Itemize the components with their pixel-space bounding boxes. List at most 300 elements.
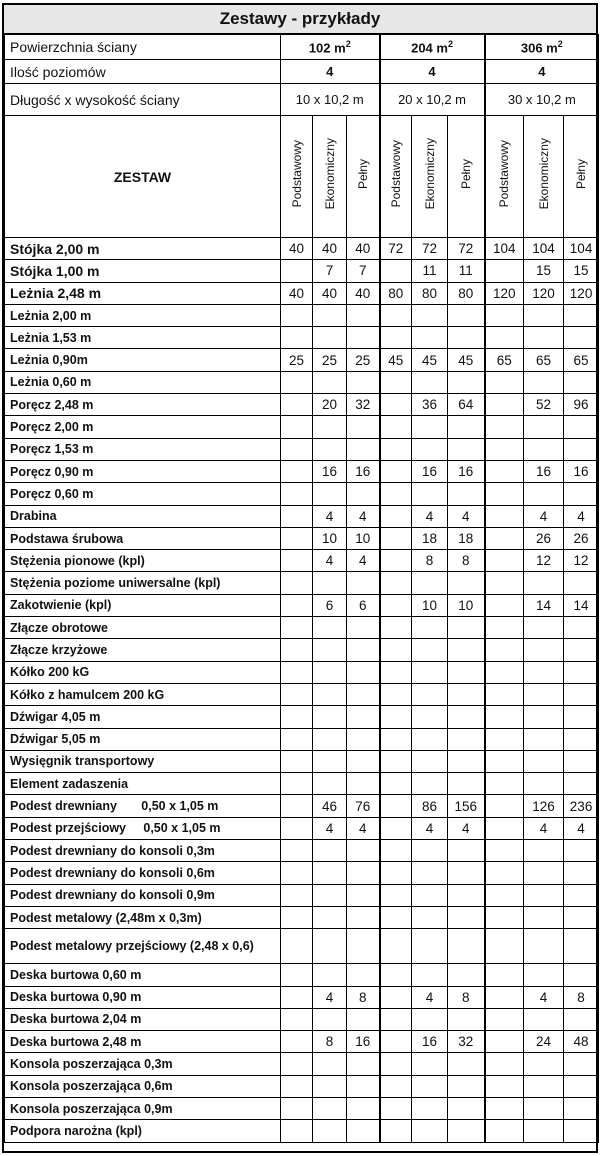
sets-table-sheet bbox=[2, 3, 598, 1153]
quantity-cell bbox=[281, 394, 313, 416]
quantity-cell bbox=[564, 929, 599, 964]
levels-group-1: 4 bbox=[281, 60, 380, 84]
quantity-cell bbox=[313, 416, 347, 438]
table-row bbox=[5, 986, 599, 1008]
variant-basic-1: Podstawowy bbox=[281, 116, 313, 238]
quantity-cell bbox=[380, 505, 412, 527]
row-label: Podstawa śrubowa bbox=[5, 527, 281, 549]
quantity-cell bbox=[313, 483, 347, 505]
row-label: Podest drewniany do konsoli 0,3m bbox=[5, 840, 281, 862]
quantity-cell bbox=[281, 773, 313, 795]
quantity-cell: 14 bbox=[524, 594, 564, 616]
table-row bbox=[5, 1075, 599, 1097]
quantity-cell bbox=[448, 639, 485, 661]
quantity-cell bbox=[524, 483, 564, 505]
quantity-cell bbox=[347, 773, 380, 795]
quantity-cell: 80 bbox=[380, 282, 412, 304]
quantity-cell bbox=[281, 505, 313, 527]
quantity-cell bbox=[281, 639, 313, 661]
quantity-cell: 104 bbox=[524, 238, 564, 260]
quantity-cell bbox=[281, 817, 313, 839]
quantity-cell bbox=[412, 773, 448, 795]
table-row bbox=[5, 929, 599, 964]
table-row bbox=[5, 505, 599, 527]
quantity-cell: 8 bbox=[448, 986, 485, 1008]
row-label: Stężenia poziome uniwersalne (kpl) bbox=[5, 572, 281, 594]
quantity-cell bbox=[448, 1097, 485, 1119]
dims-group-2: 20 x 10,2 m bbox=[380, 84, 485, 116]
quantity-cell bbox=[412, 371, 448, 393]
quantity-cell bbox=[564, 750, 599, 772]
row-label: Stójka 2,00 m bbox=[5, 238, 281, 260]
quantity-cell bbox=[313, 1120, 347, 1142]
quantity-cell bbox=[347, 884, 380, 906]
quantity-cell bbox=[524, 929, 564, 964]
quantity-cell bbox=[412, 750, 448, 772]
quantity-cell bbox=[281, 460, 313, 482]
quantity-cell: 45 bbox=[412, 349, 448, 371]
quantity-cell bbox=[485, 371, 524, 393]
quantity-cell bbox=[347, 1008, 380, 1030]
quantity-cell bbox=[485, 483, 524, 505]
quantity-cell: 10 bbox=[347, 527, 380, 549]
quantity-cell bbox=[380, 260, 412, 282]
row-label: Podest drewniany do konsoli 0,6m bbox=[5, 862, 281, 884]
quantity-cell bbox=[448, 840, 485, 862]
quantity-cell: 16 bbox=[412, 460, 448, 482]
quantity-cell bbox=[281, 929, 313, 964]
quantity-cell bbox=[448, 1008, 485, 1030]
quantity-cell bbox=[380, 661, 412, 683]
quantity-cell bbox=[347, 1053, 380, 1075]
row-label: Leżnia 2,48 m bbox=[5, 282, 281, 304]
quantity-cell: 80 bbox=[412, 282, 448, 304]
table-row bbox=[5, 438, 599, 460]
quantity-cell: 40 bbox=[313, 282, 347, 304]
table-row bbox=[5, 617, 599, 639]
dims-label: Długość x wysokość ściany bbox=[5, 84, 281, 116]
quantity-cell bbox=[412, 483, 448, 505]
quantity-cell: 120 bbox=[485, 282, 524, 304]
quantity-cell: 72 bbox=[380, 238, 412, 260]
quantity-cell bbox=[412, 884, 448, 906]
quantity-cell bbox=[564, 1053, 599, 1075]
quantity-cell bbox=[448, 416, 485, 438]
quantity-cell: 65 bbox=[524, 349, 564, 371]
quantity-cell: 4 bbox=[564, 817, 599, 839]
row-label: Kółko z hamulcem 200 kG bbox=[5, 683, 281, 705]
table-row bbox=[5, 728, 599, 750]
sets-table bbox=[4, 34, 599, 1143]
quantity-cell bbox=[524, 750, 564, 772]
row-label: Wysięgnik transportowy bbox=[5, 750, 281, 772]
quantity-cell bbox=[448, 371, 485, 393]
quantity-cell bbox=[281, 862, 313, 884]
quantity-cell bbox=[347, 840, 380, 862]
quantity-cell: 26 bbox=[524, 527, 564, 549]
quantity-cell bbox=[524, 706, 564, 728]
table-row bbox=[5, 304, 599, 326]
variant-full-1: Pełny bbox=[347, 116, 380, 238]
quantity-cell: 4 bbox=[412, 505, 448, 527]
quantity-cell bbox=[313, 840, 347, 862]
row-label: Podest drewniany 0,50 x 1,05 m bbox=[5, 795, 281, 817]
quantity-cell bbox=[281, 617, 313, 639]
quantity-cell bbox=[485, 550, 524, 572]
surface-group-3: 306 $m^2$ bbox=[485, 35, 599, 60]
table-row bbox=[5, 394, 599, 416]
quantity-cell bbox=[347, 639, 380, 661]
row-label: Deska burtowa 2,48 m bbox=[5, 1031, 281, 1053]
quantity-cell bbox=[485, 505, 524, 527]
table-row bbox=[5, 527, 599, 549]
quantity-cell bbox=[412, 304, 448, 326]
quantity-cell bbox=[281, 1031, 313, 1053]
quantity-cell bbox=[380, 460, 412, 482]
quantity-cell bbox=[485, 304, 524, 326]
quantity-cell bbox=[448, 572, 485, 594]
quantity-cell: 25 bbox=[347, 349, 380, 371]
quantity-cell bbox=[380, 639, 412, 661]
quantity-cell bbox=[380, 862, 412, 884]
quantity-cell: 26 bbox=[564, 527, 599, 549]
quantity-cell bbox=[347, 371, 380, 393]
quantity-cell bbox=[347, 617, 380, 639]
dims-row bbox=[5, 84, 599, 116]
quantity-cell bbox=[485, 862, 524, 884]
quantity-cell bbox=[524, 1120, 564, 1142]
quantity-cell bbox=[313, 964, 347, 986]
quantity-cell bbox=[448, 862, 485, 884]
surface-row bbox=[5, 35, 599, 60]
quantity-cell bbox=[448, 728, 485, 750]
quantity-cell bbox=[485, 639, 524, 661]
table-row bbox=[5, 238, 599, 260]
row-label: Deska burtowa 0,90 m bbox=[5, 986, 281, 1008]
quantity-cell bbox=[347, 706, 380, 728]
quantity-cell bbox=[524, 371, 564, 393]
quantity-cell bbox=[485, 1053, 524, 1075]
quantity-cell bbox=[281, 884, 313, 906]
table-row bbox=[5, 572, 599, 594]
quantity-cell bbox=[412, 706, 448, 728]
quantity-cell bbox=[313, 661, 347, 683]
quantity-cell bbox=[380, 728, 412, 750]
quantity-cell: 24 bbox=[524, 1031, 564, 1053]
quantity-cell bbox=[524, 728, 564, 750]
quantity-cell bbox=[313, 327, 347, 349]
quantity-cell bbox=[313, 1097, 347, 1119]
quantity-cell: 7 bbox=[347, 260, 380, 282]
quantity-cell: 12 bbox=[524, 550, 564, 572]
levels-row bbox=[5, 60, 599, 84]
quantity-cell bbox=[281, 594, 313, 616]
quantity-cell: 16 bbox=[448, 460, 485, 482]
row-label: Deska burtowa 0,60 m bbox=[5, 964, 281, 986]
quantity-cell: 72 bbox=[448, 238, 485, 260]
quantity-cell bbox=[485, 617, 524, 639]
quantity-cell bbox=[524, 840, 564, 862]
quantity-cell bbox=[313, 617, 347, 639]
quantity-cell bbox=[281, 1097, 313, 1119]
quantity-cell bbox=[313, 750, 347, 772]
quantity-cell bbox=[347, 1075, 380, 1097]
quantity-cell bbox=[380, 1097, 412, 1119]
quantity-cell bbox=[524, 862, 564, 884]
quantity-cell bbox=[564, 438, 599, 460]
quantity-cell: 40 bbox=[281, 282, 313, 304]
quantity-cell bbox=[347, 438, 380, 460]
quantity-cell: 4 bbox=[347, 817, 380, 839]
row-label: Złącze obrotowe bbox=[5, 617, 281, 639]
quantity-cell bbox=[380, 483, 412, 505]
table-row bbox=[5, 964, 599, 986]
levels-group-2: 4 bbox=[380, 60, 485, 84]
quantity-cell bbox=[564, 1075, 599, 1097]
quantity-cell bbox=[313, 572, 347, 594]
quantity-cell bbox=[313, 304, 347, 326]
quantity-cell bbox=[524, 438, 564, 460]
quantity-cell: 236 bbox=[564, 795, 599, 817]
quantity-cell: 8 bbox=[564, 986, 599, 1008]
quantity-cell: 25 bbox=[281, 349, 313, 371]
quantity-cell bbox=[380, 906, 412, 928]
variant-basic-2: Podstawowy bbox=[380, 116, 412, 238]
quantity-cell bbox=[564, 964, 599, 986]
quantity-cell bbox=[485, 527, 524, 549]
quantity-cell bbox=[380, 438, 412, 460]
quantity-cell bbox=[313, 438, 347, 460]
quantity-cell bbox=[347, 964, 380, 986]
quantity-cell bbox=[380, 817, 412, 839]
quantity-cell bbox=[485, 817, 524, 839]
quantity-cell: 65 bbox=[564, 349, 599, 371]
quantity-cell bbox=[564, 327, 599, 349]
quantity-cell bbox=[281, 327, 313, 349]
quantity-cell bbox=[380, 527, 412, 549]
quantity-cell bbox=[347, 327, 380, 349]
quantity-cell: 15 bbox=[564, 260, 599, 282]
quantity-cell: 86 bbox=[412, 795, 448, 817]
row-label: Podpora narożna (kpl) bbox=[5, 1120, 281, 1142]
quantity-cell: 11 bbox=[412, 260, 448, 282]
quantity-cell bbox=[281, 906, 313, 928]
quantity-cell bbox=[313, 906, 347, 928]
quantity-cell bbox=[485, 1120, 524, 1142]
quantity-cell bbox=[281, 1008, 313, 1030]
quantity-cell: 120 bbox=[524, 282, 564, 304]
quantity-cell bbox=[524, 906, 564, 928]
quantity-cell bbox=[412, 1008, 448, 1030]
quantity-cell bbox=[448, 1120, 485, 1142]
row-label: Leżnia 2,00 m bbox=[5, 304, 281, 326]
row-label: Konsola poszerzająca 0,9m bbox=[5, 1097, 281, 1119]
quantity-cell bbox=[380, 371, 412, 393]
quantity-cell bbox=[412, 438, 448, 460]
quantity-cell bbox=[448, 304, 485, 326]
row-label: Drabina bbox=[5, 505, 281, 527]
variant-header-row bbox=[5, 116, 599, 238]
table-row bbox=[5, 862, 599, 884]
quantity-cell bbox=[281, 260, 313, 282]
quantity-cell bbox=[380, 683, 412, 705]
quantity-cell bbox=[485, 728, 524, 750]
quantity-cell bbox=[412, 416, 448, 438]
quantity-cell: 4 bbox=[448, 505, 485, 527]
quantity-cell bbox=[485, 661, 524, 683]
quantity-cell bbox=[380, 929, 412, 964]
quantity-cell bbox=[564, 1120, 599, 1142]
quantity-cell: 72 bbox=[412, 238, 448, 260]
quantity-cell bbox=[485, 260, 524, 282]
quantity-cell bbox=[347, 728, 380, 750]
table-row bbox=[5, 260, 599, 282]
quantity-cell: 104 bbox=[564, 238, 599, 260]
quantity-cell: 10 bbox=[313, 527, 347, 549]
quantity-cell bbox=[448, 617, 485, 639]
quantity-cell bbox=[485, 1075, 524, 1097]
quantity-cell bbox=[380, 964, 412, 986]
quantity-cell bbox=[380, 1053, 412, 1075]
quantity-cell bbox=[281, 840, 313, 862]
quantity-cell bbox=[313, 371, 347, 393]
quantity-cell bbox=[281, 964, 313, 986]
quantity-cell bbox=[313, 1008, 347, 1030]
quantity-cell: 16 bbox=[524, 460, 564, 482]
quantity-cell bbox=[313, 773, 347, 795]
quantity-cell bbox=[281, 550, 313, 572]
row-label: Podest drewniany do konsoli 0,9m bbox=[5, 884, 281, 906]
table-row bbox=[5, 1031, 599, 1053]
row-label: Poręcz 2,48 m bbox=[5, 394, 281, 416]
quantity-cell: 96 bbox=[564, 394, 599, 416]
quantity-cell bbox=[281, 371, 313, 393]
quantity-cell: 18 bbox=[448, 527, 485, 549]
quantity-cell bbox=[313, 884, 347, 906]
quantity-cell: 6 bbox=[313, 594, 347, 616]
quantity-cell bbox=[347, 483, 380, 505]
quantity-cell bbox=[412, 327, 448, 349]
quantity-cell bbox=[564, 371, 599, 393]
table-title: Zestawy - przykłady bbox=[4, 5, 596, 34]
quantity-cell bbox=[524, 683, 564, 705]
quantity-cell bbox=[524, 1097, 564, 1119]
quantity-cell: 4 bbox=[347, 505, 380, 527]
quantity-cell bbox=[485, 986, 524, 1008]
quantity-cell bbox=[524, 1008, 564, 1030]
quantity-cell: 4 bbox=[412, 986, 448, 1008]
quantity-cell bbox=[281, 1053, 313, 1075]
quantity-cell: 48 bbox=[564, 1031, 599, 1053]
quantity-cell bbox=[313, 706, 347, 728]
row-label: Leżnia 0,60 m bbox=[5, 371, 281, 393]
row-label: Poręcz 0,60 m bbox=[5, 483, 281, 505]
variant-basic-3: Podstawowy bbox=[485, 116, 524, 238]
quantity-cell bbox=[313, 1075, 347, 1097]
quantity-cell: 52 bbox=[524, 394, 564, 416]
quantity-cell bbox=[281, 750, 313, 772]
quantity-cell bbox=[412, 639, 448, 661]
quantity-cell bbox=[347, 1120, 380, 1142]
quantity-cell: 80 bbox=[448, 282, 485, 304]
quantity-cell bbox=[380, 706, 412, 728]
quantity-cell bbox=[412, 964, 448, 986]
quantity-cell: 156 bbox=[448, 795, 485, 817]
variant-economic-3: Ekonomiczny bbox=[524, 116, 564, 238]
quantity-cell bbox=[412, 929, 448, 964]
quantity-cell bbox=[448, 773, 485, 795]
quantity-cell: 8 bbox=[313, 1031, 347, 1053]
row-label: Leżnia 1,53 m bbox=[5, 327, 281, 349]
quantity-cell bbox=[380, 327, 412, 349]
quantity-cell bbox=[313, 639, 347, 661]
variant-full-2: Pełny bbox=[448, 116, 485, 238]
quantity-cell bbox=[281, 683, 313, 705]
quantity-cell bbox=[347, 929, 380, 964]
row-label: Zakotwienie (kpl) bbox=[5, 594, 281, 616]
quantity-cell bbox=[564, 639, 599, 661]
quantity-cell: 7 bbox=[313, 260, 347, 282]
quantity-cell bbox=[448, 706, 485, 728]
quantity-cell: 120 bbox=[564, 282, 599, 304]
quantity-cell bbox=[347, 661, 380, 683]
table-row bbox=[5, 661, 599, 683]
table-row bbox=[5, 773, 599, 795]
quantity-cell: 4 bbox=[313, 550, 347, 572]
quantity-cell bbox=[524, 639, 564, 661]
quantity-cell: 10 bbox=[412, 594, 448, 616]
quantity-cell bbox=[485, 840, 524, 862]
quantity-cell bbox=[380, 304, 412, 326]
surface-group-2: 204 $m^2$ bbox=[380, 35, 485, 60]
quantity-cell bbox=[380, 1120, 412, 1142]
quantity-cell bbox=[448, 1053, 485, 1075]
surface-label: Powierzchnia ściany bbox=[5, 35, 281, 60]
quantity-cell bbox=[347, 750, 380, 772]
quantity-cell: 16 bbox=[347, 460, 380, 482]
quantity-cell: 8 bbox=[347, 986, 380, 1008]
quantity-cell bbox=[564, 661, 599, 683]
variant-economic-2: Ekonomiczny bbox=[412, 116, 448, 238]
quantity-cell bbox=[347, 683, 380, 705]
row-label: Dźwigar 4,05 m bbox=[5, 706, 281, 728]
quantity-cell bbox=[412, 862, 448, 884]
quantity-cell: 40 bbox=[281, 238, 313, 260]
quantity-cell: 18 bbox=[412, 527, 448, 549]
quantity-cell: 11 bbox=[448, 260, 485, 282]
quantity-cell bbox=[380, 986, 412, 1008]
row-label: Poręcz 2,00 m bbox=[5, 416, 281, 438]
table-row bbox=[5, 327, 599, 349]
table-row bbox=[5, 550, 599, 572]
quantity-cell bbox=[485, 750, 524, 772]
quantity-cell bbox=[485, 906, 524, 928]
quantity-cell: 14 bbox=[564, 594, 599, 616]
table-row bbox=[5, 906, 599, 928]
quantity-cell bbox=[485, 706, 524, 728]
row-label: Podest przejściowy 0,50 x 1,05 m bbox=[5, 817, 281, 839]
quantity-cell: 4 bbox=[564, 505, 599, 527]
quantity-cell bbox=[281, 572, 313, 594]
quantity-cell bbox=[485, 1031, 524, 1053]
quantity-cell bbox=[380, 1031, 412, 1053]
quantity-cell bbox=[412, 840, 448, 862]
quantity-cell bbox=[524, 304, 564, 326]
quantity-cell bbox=[524, 964, 564, 986]
table-row bbox=[5, 349, 599, 371]
levels-group-3: 4 bbox=[485, 60, 599, 84]
quantity-cell bbox=[485, 773, 524, 795]
